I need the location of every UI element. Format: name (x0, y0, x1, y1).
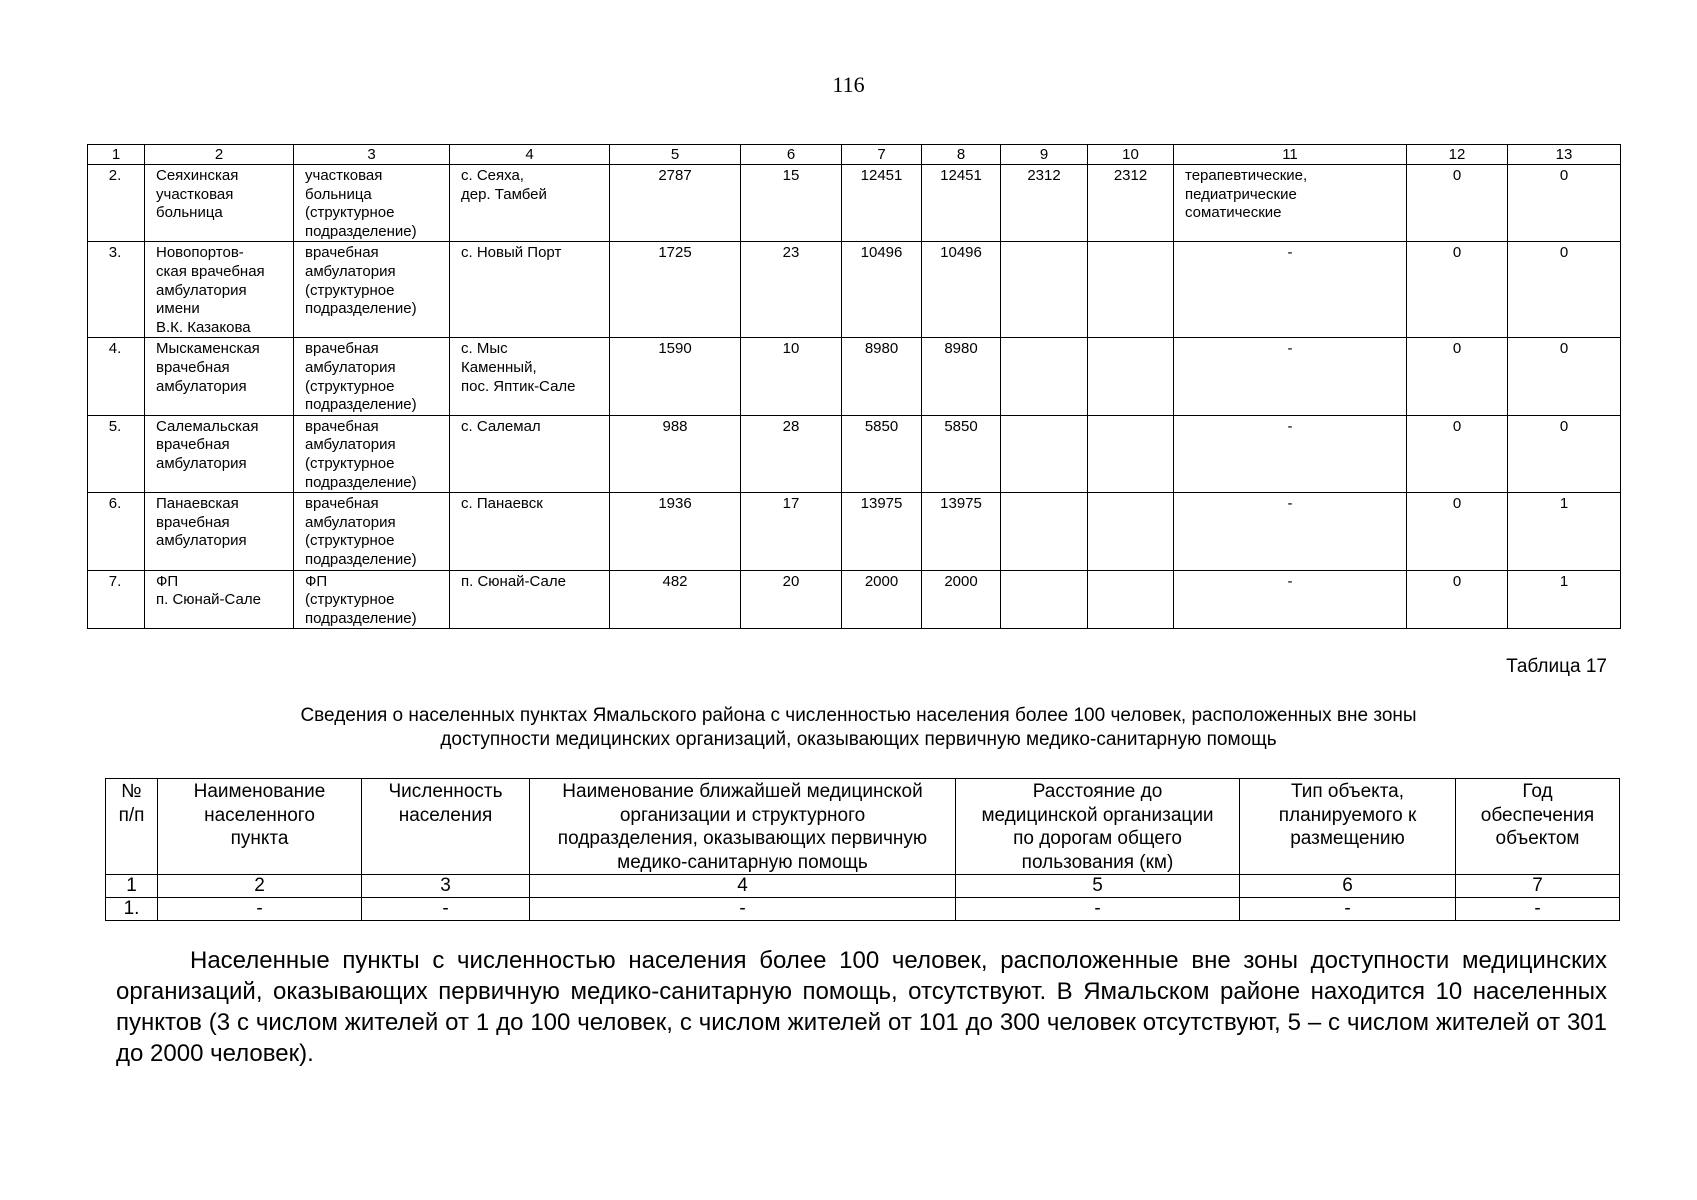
row-number: 5. (88, 415, 145, 492)
row-number: 4. (88, 338, 145, 415)
data-cell: - (530, 898, 956, 921)
data-cell: 23 (741, 242, 842, 338)
data-cell: 0 (1508, 415, 1621, 492)
column-index-cell: 4 (450, 145, 610, 165)
header-cell: Численность населения (362, 779, 530, 875)
header-cell: Наименование населенного пункта (158, 779, 362, 875)
column-index-cell: 6 (741, 145, 842, 165)
table-title: Сведения о населенных пунктах Ямальского района с численностью населения более 100 человек, расположенных вне зоны доступности медицинских организаций, оказывающих первичную медико-санитарную помощь (300, 705, 1417, 750)
facility-type: врачебная амбулатория (структурное подразделение) (294, 415, 450, 492)
settlement: п. Сюнай-Сале (450, 570, 610, 629)
data-cell (1001, 338, 1088, 415)
table-row (88, 415, 1621, 492)
data-cell (1088, 570, 1174, 629)
facility-name: Панаевская врачебная амбулатория (145, 493, 294, 570)
settlement: с. Панаевск (450, 493, 610, 570)
data-cell: - (956, 898, 1240, 921)
column-index-cell: 4 (530, 875, 956, 898)
data-cell: 2312 (1001, 165, 1088, 242)
facility-name: Мыскаменская врачебная амбулатория (145, 338, 294, 415)
data-cell: 1. (106, 898, 158, 921)
data-cell (1001, 242, 1088, 338)
data-cell: 15 (741, 165, 842, 242)
column-index-cell: 5 (956, 875, 1240, 898)
data-cell: 5850 (922, 415, 1001, 492)
facility-type: врачебная амбулатория (структурное подразделение) (294, 242, 450, 338)
data-cell: 0 (1407, 242, 1508, 338)
facility-type: врачебная амбулатория (структурное подразделение) (294, 493, 450, 570)
column-index-cell: 7 (842, 145, 922, 165)
table-row (88, 570, 1621, 629)
data-cell (1001, 493, 1088, 570)
facility-name: ФП п. Сюнай-Сале (145, 570, 294, 629)
table-17 (105, 778, 1620, 921)
data-cell (1001, 415, 1088, 492)
column-index-cell: 1 (88, 145, 145, 165)
table-row (88, 338, 1621, 415)
data-cell: 10 (741, 338, 842, 415)
data-cell (1088, 242, 1174, 338)
data-cell: 0 (1407, 493, 1508, 570)
data-cell: 1 (1508, 570, 1621, 629)
data-cell (1001, 570, 1088, 629)
header-cell: № п/п (106, 779, 158, 875)
data-cell (1088, 415, 1174, 492)
column-index-cell: 10 (1088, 145, 1174, 165)
data-cell: 482 (610, 570, 741, 629)
table-label: Таблица 17 (1506, 656, 1607, 677)
column-index-cell: 5 (610, 145, 741, 165)
settlement: с. Мыс Каменный, пос. Яптик-Сале (450, 338, 610, 415)
data-cell: 12451 (842, 165, 922, 242)
data-cell: 1 (1508, 493, 1621, 570)
header-row (106, 779, 1620, 875)
column-index-cell: 3 (362, 875, 530, 898)
settlement: с. Сеяха, дер. Тамбей (450, 165, 610, 242)
facility-type: врачебная амбулатория (структурное подразделение) (294, 338, 450, 415)
data-cell: 28 (741, 415, 842, 492)
header-cell: Тип объекта, планируемого к размещению (1240, 779, 1456, 875)
data-cell: 5850 (842, 415, 922, 492)
column-index-cell: 12 (1407, 145, 1508, 165)
data-cell: 0 (1508, 165, 1621, 242)
row-number: 3. (88, 242, 145, 338)
data-cell (1088, 338, 1174, 415)
column-index-cell: 2 (158, 875, 362, 898)
data-cell: 20 (741, 570, 842, 629)
data-cell: - (362, 898, 530, 921)
data-cell: 0 (1508, 242, 1621, 338)
data-cell: 8980 (922, 338, 1001, 415)
data-cell: 10496 (842, 242, 922, 338)
profile-cell: - (1174, 242, 1407, 338)
data-cell: 13975 (922, 493, 1001, 570)
row-number: 7. (88, 570, 145, 629)
column-index-row (106, 875, 1620, 898)
data-cell (1088, 493, 1174, 570)
profile-cell: - (1174, 570, 1407, 629)
data-cell: 13975 (842, 493, 922, 570)
data-cell: 0 (1508, 338, 1621, 415)
data-cell: 2000 (842, 570, 922, 629)
table-row (88, 242, 1621, 338)
header-cell: Наименование ближайшей медицинской организации и структурного подразделения, оказывающих первичную медико-санитарную помощь (530, 779, 956, 875)
settlement: с. Салемал (450, 415, 610, 492)
data-cell: 12451 (922, 165, 1001, 242)
facility-name: Новопортов- ская врачебная амбулатория имени В.К. Казакова (145, 242, 294, 338)
data-cell: - (1240, 898, 1456, 921)
header-cell: Год обеспечения объектом (1456, 779, 1620, 875)
row-number: 6. (88, 493, 145, 570)
column-index-cell: 9 (1001, 145, 1088, 165)
column-index-cell: 8 (922, 145, 1001, 165)
header-cell: Расстояние до медицинской организации по дорогам общего пользования (км) (956, 779, 1240, 875)
data-cell: 2312 (1088, 165, 1174, 242)
data-cell: 2000 (922, 570, 1001, 629)
data-cell: 0 (1407, 165, 1508, 242)
data-cell: 10496 (922, 242, 1001, 338)
table-row (88, 493, 1621, 570)
data-cell: 0 (1407, 570, 1508, 629)
data-cell: 2787 (610, 165, 741, 242)
data-cell: 8980 (842, 338, 922, 415)
row-number: 2. (88, 165, 145, 242)
page-number: 116 (832, 72, 865, 97)
table-row (88, 165, 1621, 242)
profile-cell: терапевтические, педиатрические соматические (1174, 165, 1407, 242)
data-cell: 1936 (610, 493, 741, 570)
facility-type: участковая больница (структурное подразделение) (294, 165, 450, 242)
data-cell: 0 (1407, 415, 1508, 492)
data-cell: 1590 (610, 338, 741, 415)
data-cell: 988 (610, 415, 741, 492)
profile-cell: - (1174, 338, 1407, 415)
table-row (106, 898, 1620, 921)
profile-cell: - (1174, 493, 1407, 570)
facilities-table-continued (87, 144, 1621, 629)
facility-type: ФП (структурное подразделение) (294, 570, 450, 629)
column-index-cell: 2 (145, 145, 294, 165)
column-index-cell: 11 (1174, 145, 1407, 165)
column-index-row (88, 145, 1621, 165)
facility-name: Сеяхинская участковая больница (145, 165, 294, 242)
column-index-cell: 1 (106, 875, 158, 898)
body-paragraph: Населенные пункты с численностью населения более 100 человек, расположенные вне зоны доступности медицинских организаций, оказывающих первичную медико-санитарную помощь, отсутствуют. В Ямальском районе находится 10 населенных пунктов (3 с числом жителей от 1 до 100 человек, с числом жителей от 101 до 300 человек отсутствуют, 5 – с числом жителей от 301 до 2000 человек). (116, 947, 1607, 1067)
column-index-cell: 13 (1508, 145, 1621, 165)
profile-cell: - (1174, 415, 1407, 492)
data-cell: 17 (741, 493, 842, 570)
data-cell: - (158, 898, 362, 921)
column-index-cell: 7 (1456, 875, 1620, 898)
facility-name: Салемальская врачебная амбулатория (145, 415, 294, 492)
column-index-cell: 6 (1240, 875, 1456, 898)
data-cell: 0 (1407, 338, 1508, 415)
data-cell: 1725 (610, 242, 741, 338)
data-cell: - (1456, 898, 1620, 921)
settlement: с. Новый Порт (450, 242, 610, 338)
column-index-cell: 3 (294, 145, 450, 165)
